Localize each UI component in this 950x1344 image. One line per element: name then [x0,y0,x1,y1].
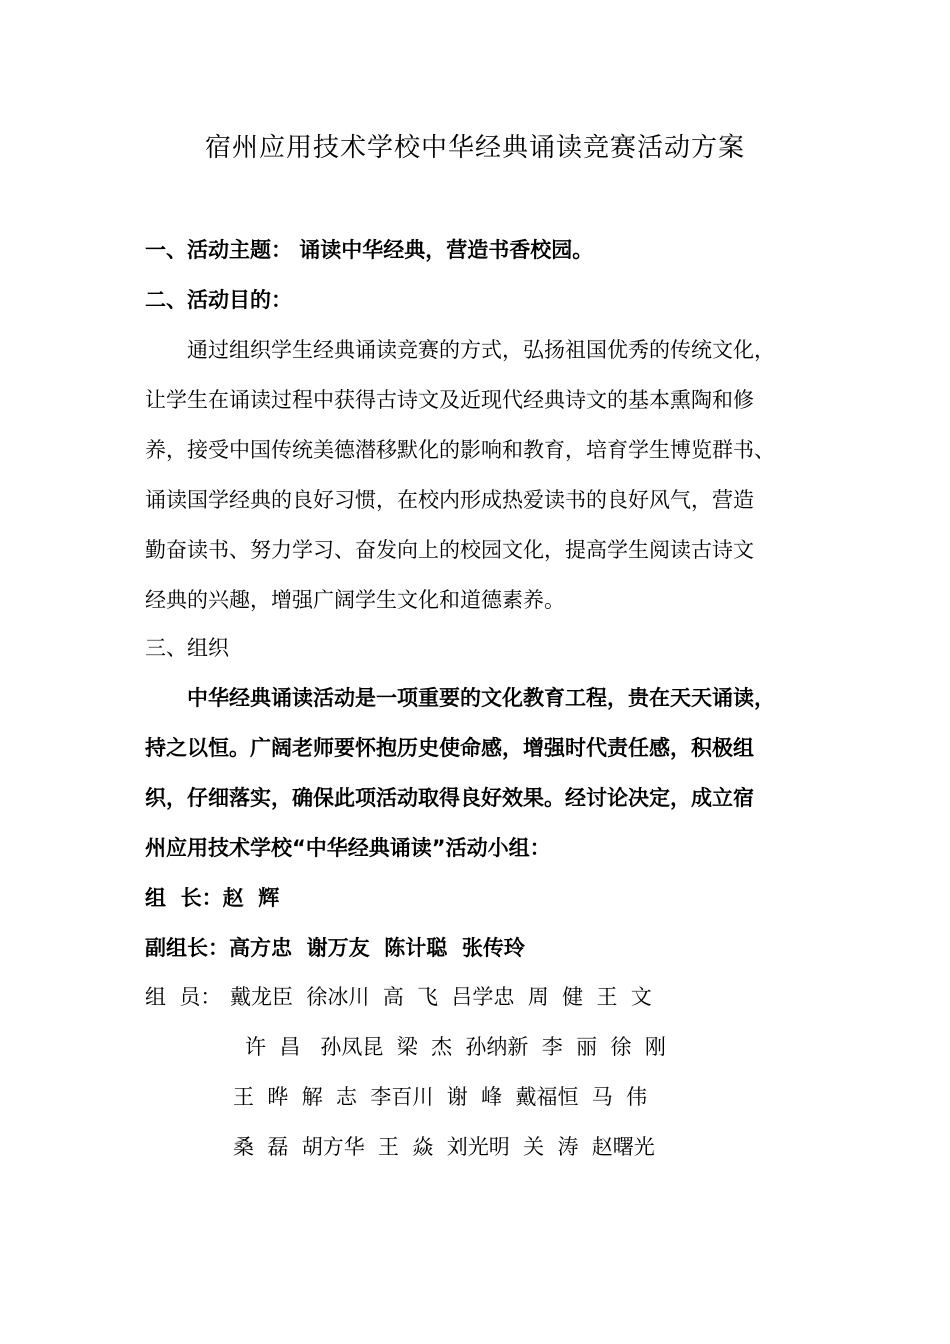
members-label: 组 员： [145,985,222,1009]
document-title: 宿州应用技术学校中华经典诵读竞赛活动方案 [204,133,745,163]
purpose-line: 养，接受中国传统美德潜移默化的影响和教育，培育学生博览群书、 [145,438,775,462]
organization-line: 州应用技术学校“中华经典诵读”活动小组： [145,836,551,860]
members-line: 许 昌 孙凤昆 梁 杰 孙纳新 李 丽 徐 刚 [245,1035,666,1059]
purpose-line: 诵读国学经典的良好习惯，在校内形成热爱读书的良好风气，营造 [145,488,754,512]
organization-line: 持之以恒。广阔老师要怀抱历史使命感，增强时代责任感，积极组 [145,736,754,760]
purpose-line: 让学生在诵读过程中获得古诗文及近现代经典诗文的基本熏陶和修 [145,388,754,412]
section-organization-heading: 三、组织 [145,636,229,660]
purpose-line: 勤奋读书、努力学习、奋发向上的校园文化，提高学生阅读古诗文 [145,538,754,562]
group-leader: 组 长：赵 辉 [145,886,280,910]
organization-line: 织，仔细落实，确保此项活动取得良好效果。经讨论决定，成立宿 [145,786,754,810]
purpose-line: 经典的兴趣，增强广阔学生文化和道德素养。 [145,588,565,612]
purpose-line: 通过组织学生经典诵读竞赛的方式，弘扬祖国优秀的传统文化， [145,338,775,362]
section-purpose-heading: 二、活动目的： [145,288,292,312]
members-line: 戴龙臣 徐冰川 高 飞 吕学忠 周 健 王 文 [230,985,652,1009]
group-deputy: 副组长：高方忠 谢万友 陈计聪 张传玲 [145,936,525,960]
members-line: 桑 磊 胡方华 王 焱 刘光明 关 涛 赵曙光 [233,1135,655,1159]
organization-line: 中华经典诵读活动是一项重要的文化教育工程，贵在天天诵读， [145,686,775,710]
section-theme: 一、活动主题： 诵读中华经典，营造书香校园。 [145,238,594,262]
members-line: 王 晔 解 志 李百川 谢 峰 戴福恒 马 伟 [233,1085,648,1109]
